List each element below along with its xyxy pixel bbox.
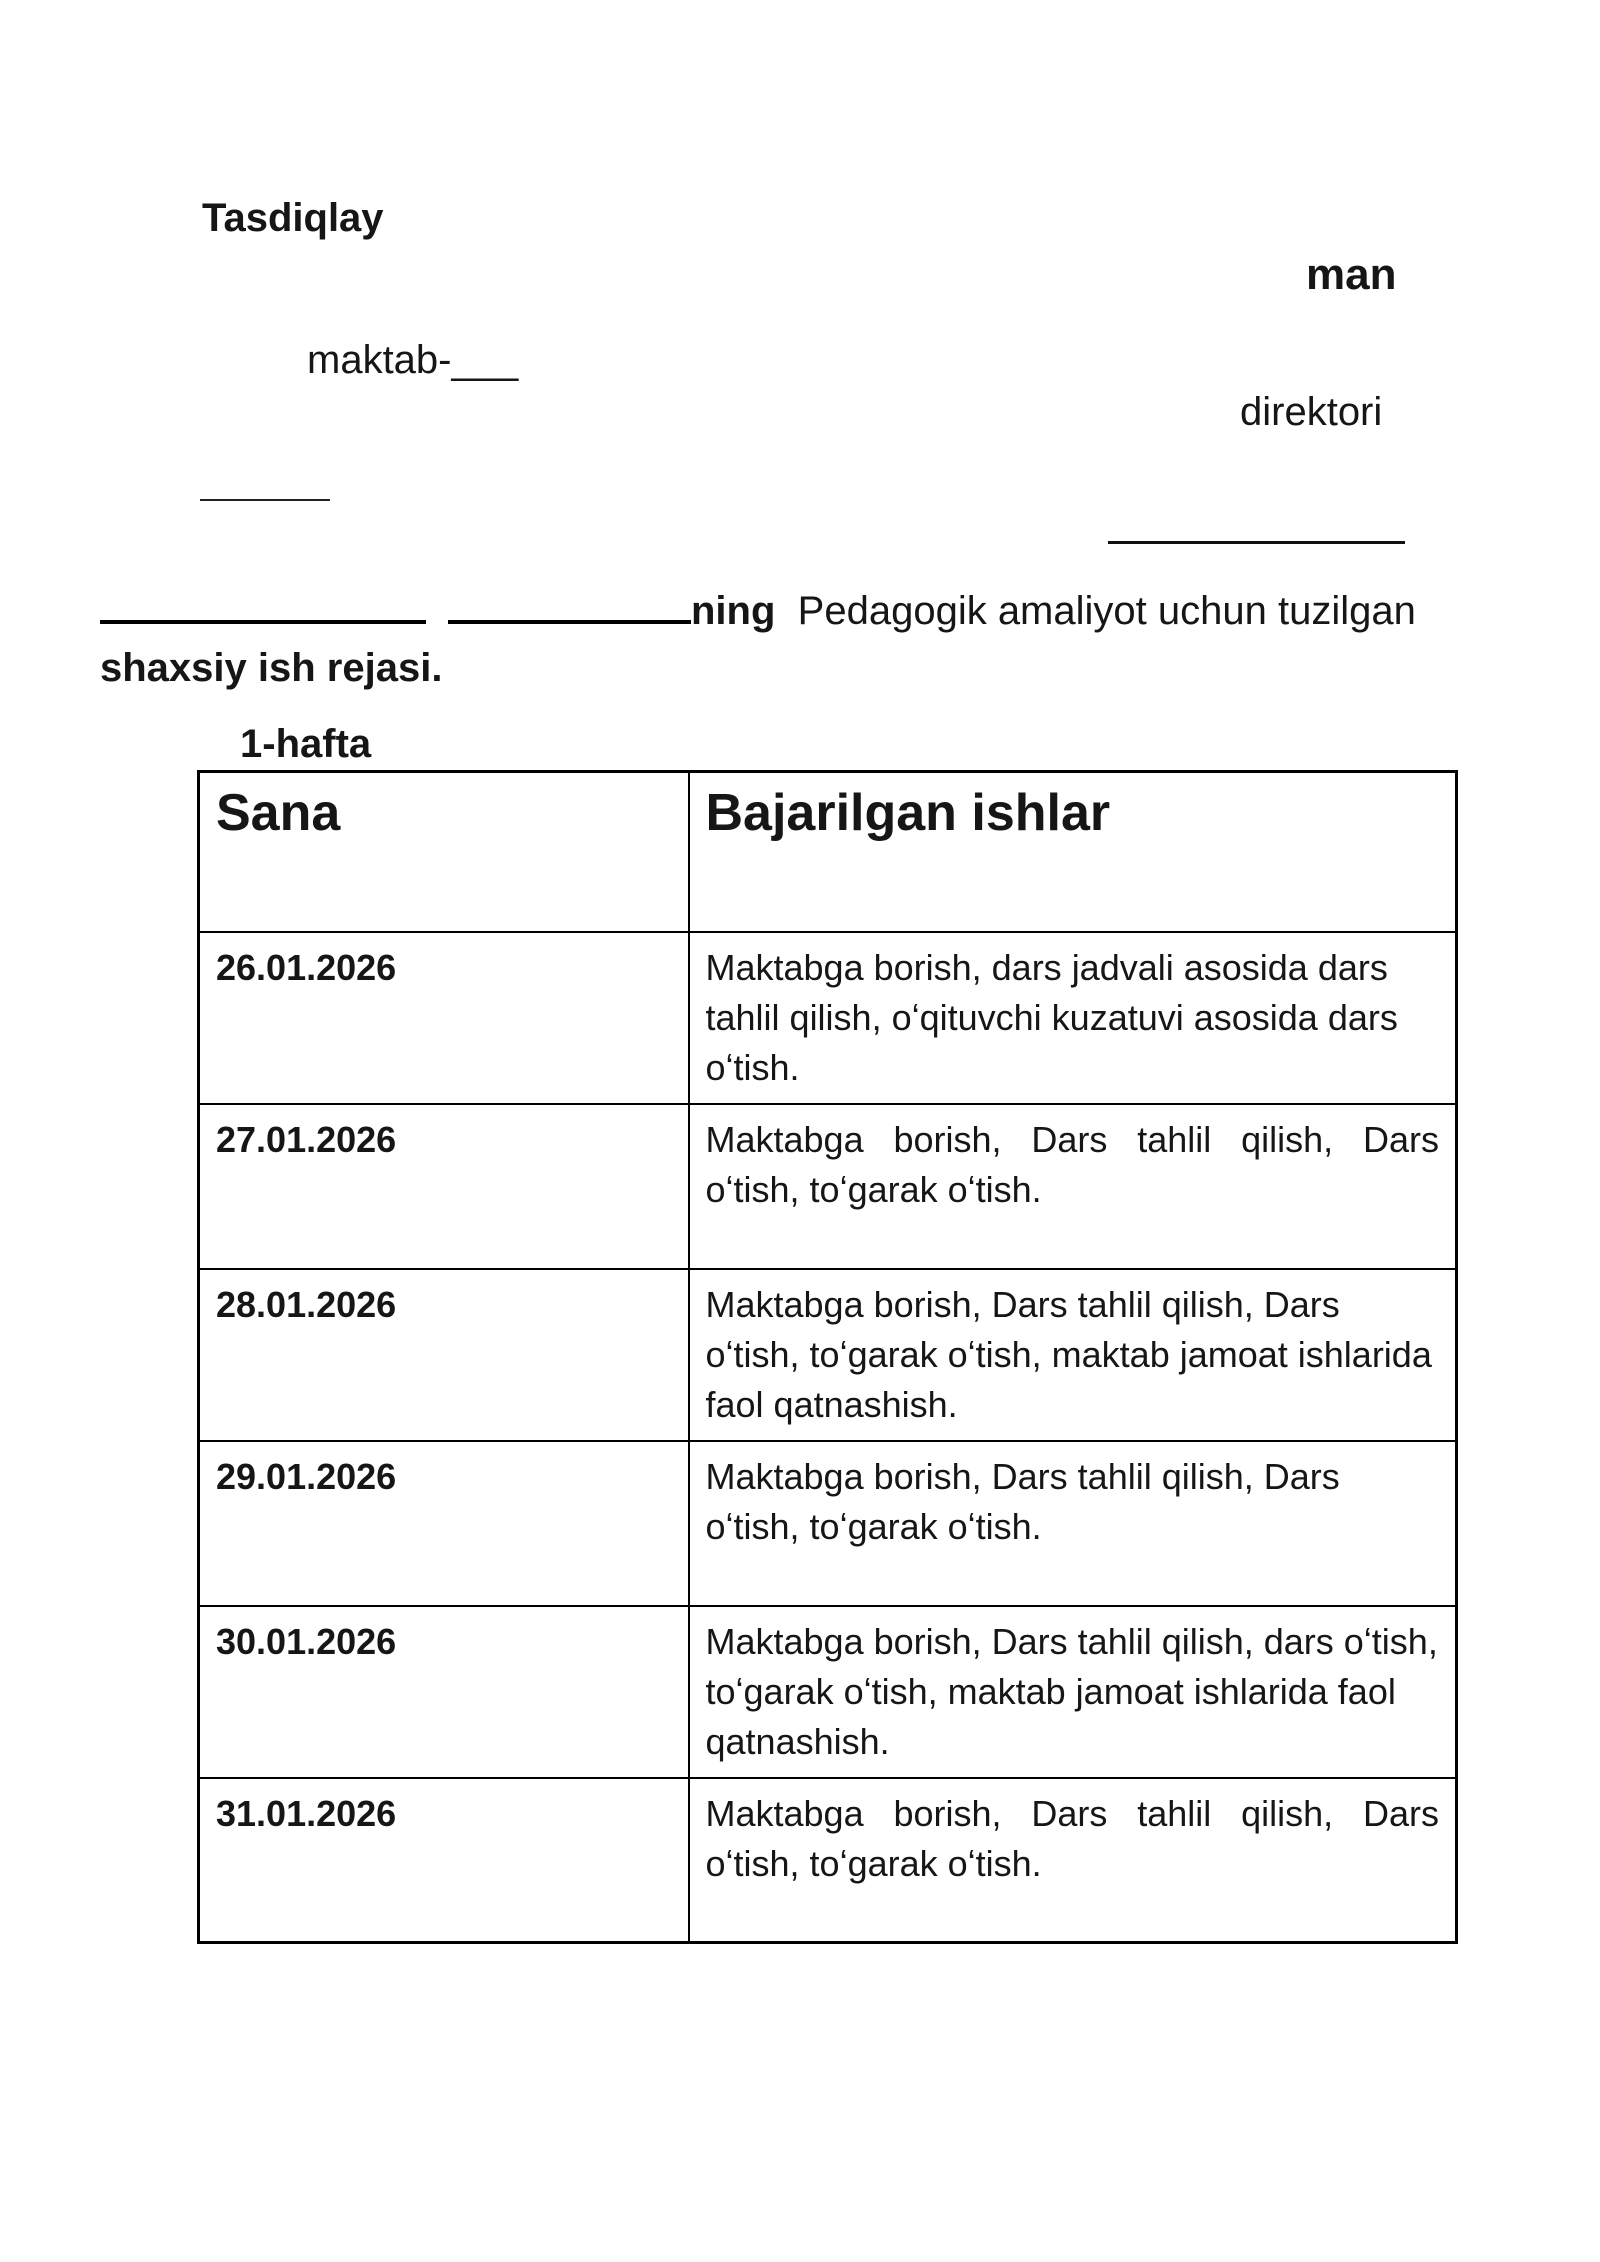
header-cell-bajarilgan: Bajarilgan ishlar	[689, 772, 1457, 932]
table-row	[199, 1441, 1457, 1606]
signature-line-right	[1108, 541, 1405, 544]
table-row	[199, 1606, 1457, 1778]
task-cell: Maktabga borish, Dars tahlil qilish, Dars oʻtish, toʻgarak oʻtish, maktab jamoat ishlarida faol qatnashish.	[689, 1269, 1457, 1441]
director-label: direktori	[1240, 390, 1383, 434]
school-number-line: maktab-___	[307, 338, 519, 382]
task-cell: Maktabga borish, Dars tahlil qilish, Dars oʻtish, toʻgarak oʻtish.	[689, 1441, 1457, 1606]
signature-line-left	[200, 499, 330, 501]
shaxsiy-text: shaxsiy ish rejasi.	[100, 646, 443, 690]
weekly-plan-table	[197, 770, 1458, 1944]
name-blank-1	[100, 590, 426, 624]
plan-table-body	[199, 932, 1457, 1943]
table-row	[199, 932, 1457, 1104]
pedagogik-text: Pedagogik amaliyot uchun	[797, 589, 1267, 633]
table-row	[199, 1269, 1457, 1441]
plan-title-paragraph	[100, 583, 1420, 697]
date-cell: 30.01.2026	[199, 1606, 689, 1778]
table-row	[199, 1778, 1457, 1943]
table-header-row	[199, 772, 1457, 932]
approval-word-part-2: man	[1306, 250, 1397, 299]
header-cell-sana: Sana	[199, 772, 689, 932]
date-cell: 31.01.2026	[199, 1778, 689, 1943]
date-cell: 27.01.2026	[199, 1104, 689, 1269]
name-blank-2	[448, 590, 691, 624]
task-cell: Maktabga borish, Dars tahlil qilish, dars oʻtish, toʻgarak oʻtish, maktab jamoat ishlarida faol qatnashish.	[689, 1606, 1457, 1778]
date-cell: 29.01.2026	[199, 1441, 689, 1606]
tuzilgan-text: tuzilgan	[1277, 589, 1416, 633]
ning-suffix: ning	[691, 589, 776, 633]
approval-word-part-1: Tasdiqlay	[202, 196, 384, 240]
table-row	[199, 1104, 1457, 1269]
date-cell: 28.01.2026	[199, 1269, 689, 1441]
date-cell: 26.01.2026	[199, 932, 689, 1104]
task-cell: Maktabga borish, Dars tahlil qilish, Dars oʻtish, toʻgarak oʻtish.	[689, 1778, 1457, 1943]
task-cell: Maktabga borish, dars jadvali asosida dars tahlil qilish, oʻqituvchi kuzatuvi asosida dars oʻtish.	[689, 932, 1457, 1104]
task-cell: Maktabga borish, Dars tahlil qilish, Dars oʻtish, toʻgarak oʻtish.	[689, 1104, 1457, 1269]
week-label: 1-hafta	[240, 722, 372, 766]
